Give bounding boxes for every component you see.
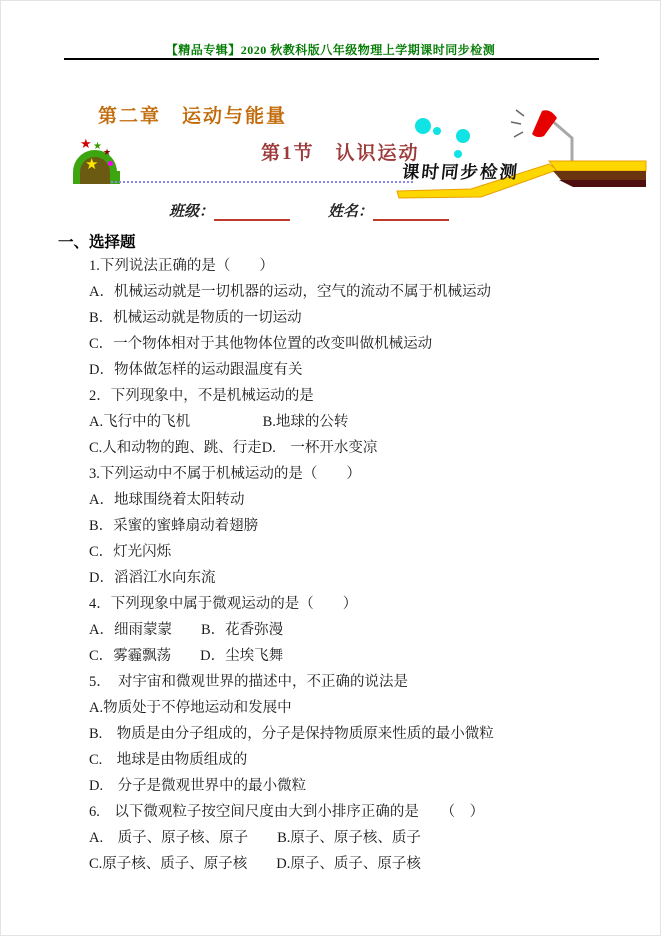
- header-divider: [64, 58, 599, 60]
- name-blank: [373, 201, 449, 221]
- question-stem: 5． 对宇宙和微观世界的描述中，不正确的说法是: [89, 674, 408, 690]
- document-header: 【精品专辑】2020 秋教科版八年级物理上学期课时同步检测: [165, 43, 496, 57]
- class-label: 班级：: [169, 204, 215, 220]
- bubble-icon: [456, 129, 470, 143]
- student-info-row: [169, 200, 449, 221]
- option-line: A. 质子、原子核、原子 B.原子、原子核、质子: [89, 830, 421, 846]
- dotted-divider: [111, 181, 413, 183]
- option-line: A．细雨蒙蒙 B．花香弥漫: [89, 622, 284, 638]
- option-line: C. 地球是由物质组成的: [89, 752, 248, 768]
- questions-block: [89, 253, 629, 877]
- option-line: B．采蜜的蜜蜂扇动着翅膀: [89, 518, 259, 534]
- option-line: A.飞行中的飞机 B.地球的公转: [89, 414, 349, 430]
- chapter-title: 第二章 运动与能量: [98, 106, 288, 127]
- question-stem: 1.下列说法正确的是（ ）: [89, 258, 274, 274]
- star-icon: ★: [80, 136, 92, 151]
- option-line: C．一个物体相对于其他物体位置的改变叫做机械运动: [89, 336, 433, 352]
- option-line: C.原子核、质子、原子核 D.原子、质子、原子核: [89, 856, 421, 872]
- question-stem: 2．下列现象中，不是机械运动的是: [89, 388, 314, 404]
- option-line: A．地球围绕着太阳转动: [89, 492, 245, 508]
- option-line: B．机械运动就是物质的一切运动: [89, 310, 302, 326]
- question-stem: 6. 以下微观粒子按空间尺度由大到小排序正确的是 （ ）: [89, 804, 485, 820]
- banner-label: 课时同步检测: [400, 162, 520, 182]
- section-heading: 一、选择题: [58, 234, 136, 251]
- option-line: C．灯光闪烁: [89, 544, 172, 560]
- option-line: B. 物质是由分子组成的，分子是保持物质原来性质的最小微粒: [89, 726, 494, 742]
- question-stem: 4．下列现象中属于微观运动的是（ ）: [89, 596, 358, 612]
- star-icon: ★: [93, 141, 102, 152]
- star-icon: ★: [85, 157, 99, 173]
- dot-icon: [108, 161, 113, 166]
- bubble-icon: [415, 118, 431, 134]
- question-stem: 3.下列运动中不属于机械运动的是（ ）: [89, 466, 361, 482]
- name-label: 姓名：: [328, 204, 374, 220]
- class-blank: [214, 201, 290, 221]
- section-title: 第1节 认识运动: [261, 143, 420, 164]
- option-line: D．物体做怎样的运动跟温度有关: [89, 362, 303, 378]
- option-line: D. 分子是微观世界中的最小微粒: [89, 778, 307, 794]
- option-line: A.物质处于不停地运动和发展中: [89, 700, 292, 716]
- bubble-icon: [433, 127, 441, 135]
- option-line: A．机械运动就是一切机器的运动，空气的流动不属于机械运动: [89, 284, 491, 300]
- star-icon: ★: [103, 147, 112, 157]
- option-line: C．雾霾飘荡 D．尘埃飞舞: [89, 648, 284, 664]
- option-line: D．滔滔江水向东流: [89, 570, 216, 586]
- option-line: C.人和动物的跑、跳、行走D. 一杯开水变凉: [89, 440, 378, 456]
